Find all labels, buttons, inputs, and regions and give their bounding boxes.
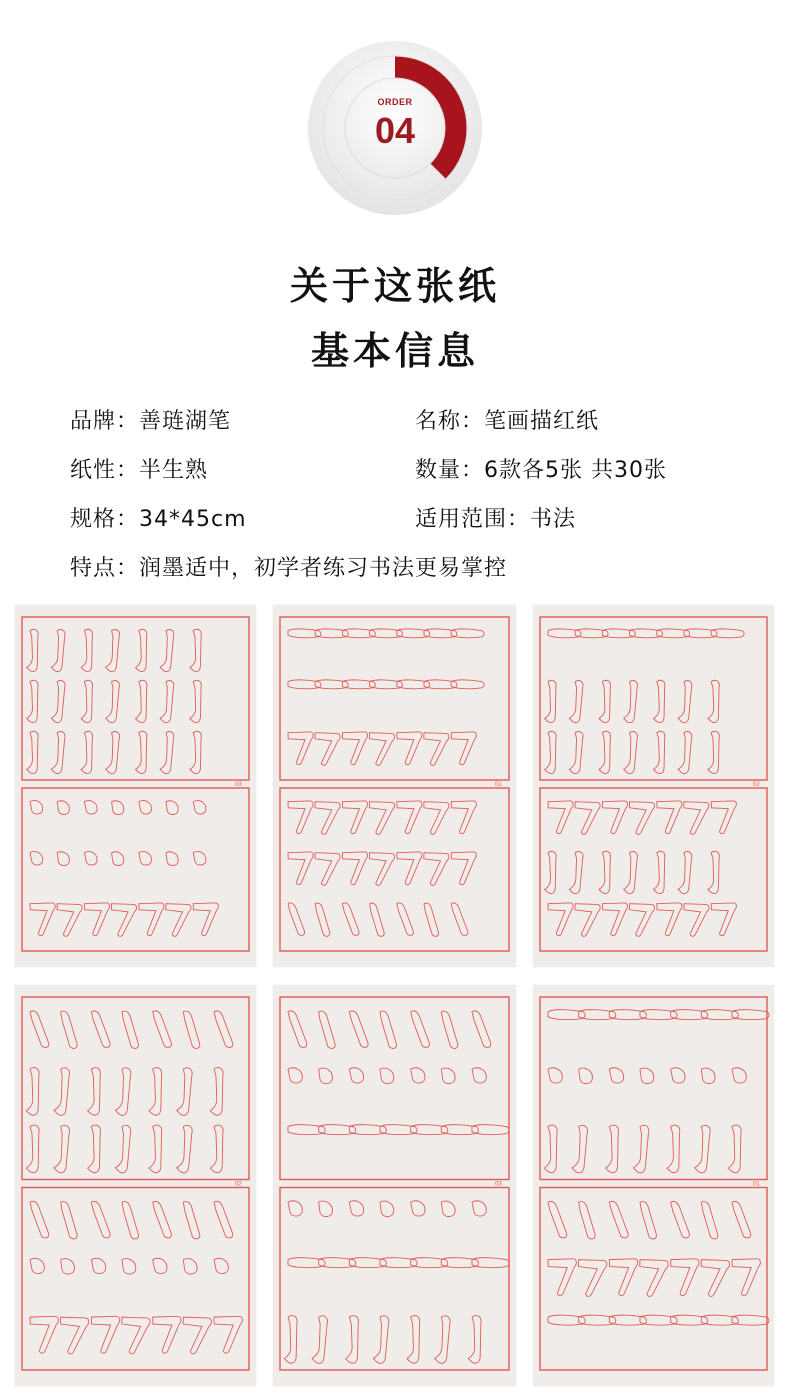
stroke-outline	[598, 731, 612, 774]
stroke-outline	[111, 852, 124, 866]
sheet-page-number: 02	[235, 1181, 242, 1188]
stroke-outline	[451, 680, 484, 689]
stroke-outline	[54, 1068, 70, 1116]
stroke-outline	[51, 680, 65, 723]
stroke-outline	[732, 1259, 762, 1296]
practice-sheet-image	[15, 605, 256, 967]
stroke-outline	[624, 731, 638, 774]
stroke-outline	[193, 851, 206, 865]
practice-sheet-image	[533, 605, 774, 967]
stroke-outline	[732, 1201, 751, 1239]
stroke-outline	[711, 629, 744, 638]
stroke-outline	[604, 1125, 620, 1173]
stroke-outline	[574, 904, 600, 937]
stroke-outline	[288, 801, 314, 834]
stroke-outline	[111, 801, 124, 815]
stroke-outline	[624, 851, 638, 894]
stroke-outline	[182, 1317, 212, 1354]
stroke-outline	[115, 1068, 131, 1116]
stroke-outline	[30, 903, 56, 936]
stroke-outline	[342, 801, 368, 834]
sheet-drawing	[15, 605, 256, 967]
stroke-outline	[106, 629, 120, 672]
stroke-outline	[435, 1316, 451, 1364]
stroke-outline	[373, 1316, 389, 1364]
sheet-drawing	[533, 605, 774, 967]
stroke-outline	[214, 1316, 244, 1353]
stroke-outline	[288, 903, 305, 936]
stroke-outline	[548, 1259, 578, 1296]
stroke-outline	[380, 1068, 395, 1084]
stroke-outline	[683, 802, 709, 835]
info-size: 规格：34*45cm	[70, 507, 247, 532]
sheet-page-number: 03	[235, 782, 242, 788]
stroke-outline	[214, 1201, 233, 1239]
stroke-outline	[177, 1125, 193, 1173]
practice-sheet-image	[15, 985, 256, 1386]
stroke-outline	[288, 1010, 307, 1048]
stroke-outline	[209, 1067, 225, 1115]
stroke-outline	[110, 904, 136, 937]
sheet-drawing	[15, 985, 256, 1386]
stroke-outline	[25, 1067, 41, 1115]
stroke-outline	[342, 732, 368, 765]
stroke-outline	[182, 1011, 201, 1049]
stroke-outline	[732, 1315, 769, 1325]
stroke-outline	[121, 1317, 151, 1354]
stroke-outline	[707, 680, 721, 723]
stroke-outline	[165, 904, 191, 937]
practice-sheet-image	[273, 985, 516, 1386]
stroke-outline	[312, 1316, 328, 1364]
stroke-outline	[349, 1010, 368, 1048]
stroke-outline	[134, 680, 148, 723]
stroke-outline	[665, 1125, 681, 1173]
stroke-outline	[177, 1068, 193, 1116]
stroke-outline	[214, 1010, 233, 1048]
stroke-outline	[602, 801, 628, 834]
info-quantity: 数量：6款各5张 共30张	[415, 458, 667, 483]
stroke-outline	[652, 680, 666, 723]
badge-label: ORDER	[377, 97, 413, 107]
stroke-outline	[451, 732, 477, 765]
stroke-outline	[657, 801, 683, 834]
stroke-outline	[671, 1259, 701, 1296]
stroke-outline	[189, 731, 203, 774]
stroke-outline	[288, 732, 314, 765]
stroke-outline	[368, 733, 394, 766]
stroke-outline	[543, 680, 557, 723]
order-badge	[307, 40, 483, 216]
stroke-outline	[59, 1317, 89, 1354]
stroke-outline	[548, 1201, 567, 1239]
stroke-outline	[732, 1010, 769, 1020]
stroke-outline	[25, 680, 39, 723]
stroke-outline	[342, 852, 368, 885]
stroke-outline	[543, 1125, 559, 1173]
stroke-outline	[91, 1010, 110, 1048]
sheet-panel-border	[280, 788, 509, 951]
stroke-outline	[411, 1068, 426, 1084]
stroke-outline	[451, 801, 477, 834]
stroke-outline	[115, 1125, 131, 1173]
stroke-outline	[182, 1201, 201, 1239]
sheet-panel-border	[22, 788, 249, 951]
stroke-outline	[380, 1201, 395, 1217]
stroke-outline	[711, 903, 737, 936]
stroke-outline	[209, 1125, 225, 1173]
sheet-page-number: 01	[495, 782, 502, 788]
stroke-outline	[602, 903, 628, 936]
stroke-outline	[60, 1259, 75, 1275]
stroke-outline	[423, 853, 449, 886]
stroke-outline	[86, 1067, 102, 1115]
stroke-outline	[548, 1068, 563, 1084]
stroke-outline	[121, 1011, 140, 1049]
stroke-outline	[25, 731, 39, 774]
stroke-outline	[577, 1201, 596, 1239]
stroke-outline	[314, 903, 331, 936]
stroke-outline	[574, 802, 600, 835]
stroke-outline	[30, 1201, 49, 1239]
stroke-outline	[397, 732, 423, 765]
stroke-outline	[727, 1125, 743, 1173]
stroke-outline	[25, 1125, 41, 1173]
stroke-outline	[368, 853, 394, 886]
heading-about-paper: 关于这张纸	[289, 263, 500, 308]
stroke-outline	[80, 629, 94, 672]
sheet-panel-border	[280, 617, 509, 780]
stroke-outline	[193, 903, 219, 936]
sheet-page-number: 01	[753, 1181, 760, 1188]
stroke-outline	[707, 731, 721, 774]
stroke-outline	[569, 731, 583, 774]
stroke-outline	[548, 801, 574, 834]
stroke-outline	[59, 1201, 78, 1239]
stroke-outline	[134, 629, 148, 672]
sheet-panel-border	[540, 1188, 767, 1371]
info-brand: 品牌：善琏湖笔	[70, 409, 232, 434]
stroke-outline	[397, 801, 423, 834]
stroke-outline	[700, 1201, 719, 1239]
stroke-outline	[80, 731, 94, 774]
stroke-outline	[121, 1201, 140, 1239]
sheet-drawing	[273, 605, 516, 967]
stroke-outline	[51, 629, 65, 672]
stroke-outline	[193, 800, 206, 814]
stroke-outline	[80, 680, 94, 723]
stroke-outline	[609, 1259, 639, 1296]
practice-sheet-image	[533, 985, 774, 1386]
stroke-outline	[695, 1125, 711, 1173]
stroke-outline	[153, 1201, 172, 1239]
stroke-outline	[30, 851, 43, 865]
stroke-outline	[342, 903, 359, 936]
stroke-outline	[91, 1258, 106, 1274]
stroke-outline	[25, 629, 39, 672]
sheet-panel-border	[22, 997, 249, 1180]
stroke-outline	[572, 1125, 588, 1173]
stroke-outline	[577, 1260, 607, 1297]
stroke-outline	[569, 680, 583, 723]
stroke-outline	[467, 1315, 483, 1363]
sheet-panel-border	[540, 997, 767, 1180]
sheet-panel-border	[22, 1188, 249, 1371]
stroke-outline	[711, 801, 737, 834]
stroke-outline	[288, 1201, 303, 1217]
stroke-outline	[84, 903, 110, 936]
info-name: 名称：笔画描红纸	[415, 409, 600, 434]
stroke-outline	[153, 1316, 183, 1353]
stroke-outline	[472, 1125, 509, 1135]
stroke-outline	[314, 853, 340, 886]
stroke-outline	[707, 851, 721, 894]
stroke-outline	[441, 1068, 456, 1084]
stroke-outline	[314, 802, 340, 835]
stroke-outline	[423, 802, 449, 835]
stroke-outline	[451, 852, 477, 885]
stroke-outline	[657, 903, 683, 936]
stroke-outline	[397, 852, 423, 885]
stroke-outline	[153, 1258, 168, 1274]
stroke-outline	[288, 1068, 303, 1084]
stroke-outline	[472, 1068, 487, 1084]
sheet-drawing	[533, 985, 774, 1386]
stroke-outline	[30, 1010, 49, 1048]
stroke-outline	[183, 1259, 198, 1275]
stroke-outline	[700, 1260, 730, 1297]
badge-number: 04	[374, 110, 416, 151]
stroke-outline	[405, 1315, 421, 1363]
stroke-outline	[628, 904, 654, 937]
stroke-outline	[683, 904, 709, 937]
stroke-outline	[633, 1125, 649, 1173]
stroke-outline	[640, 1068, 655, 1084]
stroke-outline	[314, 733, 340, 766]
stroke-outline	[147, 1125, 163, 1173]
stroke-outline	[732, 1068, 747, 1084]
info-scope: 适用范围：书法	[415, 507, 577, 532]
stroke-outline	[628, 802, 654, 835]
stroke-outline	[318, 1201, 333, 1217]
stroke-outline	[139, 800, 152, 814]
stroke-outline	[578, 1068, 593, 1084]
stroke-outline	[54, 1125, 70, 1173]
stroke-outline	[139, 851, 152, 865]
sheet-panel-border	[540, 617, 767, 780]
stroke-outline	[639, 1260, 669, 1297]
stroke-outline	[472, 1258, 509, 1268]
stroke-outline	[160, 629, 174, 672]
stroke-outline	[106, 680, 120, 723]
stroke-outline	[678, 680, 692, 723]
info-feature: 特点：润墨适中，初学者练习书法更易掌控	[70, 556, 508, 581]
stroke-outline	[147, 1067, 163, 1115]
stroke-outline	[569, 851, 583, 894]
stroke-outline	[349, 1068, 364, 1084]
stroke-outline	[451, 903, 468, 936]
stroke-outline	[166, 801, 179, 815]
stroke-outline	[134, 731, 148, 774]
stroke-outline	[153, 1010, 172, 1048]
stroke-outline	[106, 731, 120, 774]
stroke-outline	[701, 1068, 716, 1084]
stroke-outline	[472, 1201, 487, 1217]
stroke-outline	[598, 680, 612, 723]
stroke-outline	[472, 1010, 491, 1048]
stroke-outline	[451, 629, 484, 638]
stroke-outline	[671, 1068, 686, 1084]
sheet-panel-border	[280, 997, 509, 1180]
stroke-outline	[652, 851, 666, 894]
stroke-outline	[543, 851, 557, 894]
stroke-outline	[423, 903, 440, 936]
stroke-outline	[91, 1316, 121, 1353]
stroke-outline	[349, 1201, 364, 1217]
stroke-outline	[411, 1010, 430, 1048]
stroke-outline	[30, 800, 43, 814]
stroke-outline	[624, 680, 638, 723]
stroke-outline	[57, 801, 70, 815]
stroke-outline	[122, 1259, 137, 1275]
stroke-outline	[57, 852, 70, 866]
stroke-outline	[543, 731, 557, 774]
stroke-outline	[86, 1125, 102, 1173]
stroke-outline	[411, 1201, 426, 1217]
stroke-outline	[678, 731, 692, 774]
stroke-outline	[397, 903, 414, 936]
stroke-outline	[368, 802, 394, 835]
stroke-outline	[30, 1316, 60, 1353]
stroke-outline	[317, 1011, 336, 1049]
stroke-outline	[214, 1258, 229, 1274]
stroke-outline	[639, 1201, 658, 1239]
heading-basic-info: 基本信息	[310, 328, 479, 373]
stroke-outline	[441, 1201, 456, 1217]
sheet-panel-border	[22, 617, 249, 780]
stroke-outline	[84, 851, 97, 865]
stroke-outline	[548, 903, 574, 936]
stroke-outline	[678, 851, 692, 894]
stroke-outline	[160, 680, 174, 723]
info-paper-type: 纸性：半生熟	[70, 458, 209, 483]
stroke-outline	[671, 1201, 690, 1239]
stroke-outline	[609, 1201, 628, 1239]
stroke-outline	[84, 800, 97, 814]
stroke-outline	[56, 904, 82, 937]
stroke-outline	[91, 1201, 110, 1239]
stroke-outline	[598, 851, 612, 894]
sheet-page-number: 03	[495, 1181, 502, 1188]
practice-sheet-image	[273, 605, 516, 967]
stroke-outline	[288, 852, 314, 885]
stroke-outline	[189, 680, 203, 723]
stroke-outline	[59, 1011, 78, 1049]
stroke-outline	[344, 1315, 360, 1363]
stroke-outline	[166, 852, 179, 866]
stroke-outline	[189, 629, 203, 672]
sheet-page-number: 02	[753, 782, 760, 788]
sheet-drawing	[273, 985, 516, 1386]
stroke-outline	[423, 733, 449, 766]
stroke-outline	[30, 1258, 45, 1274]
stroke-outline	[139, 903, 165, 936]
stroke-outline	[160, 731, 174, 774]
stroke-outline	[379, 1011, 398, 1049]
stroke-outline	[652, 731, 666, 774]
stroke-outline	[318, 1068, 333, 1084]
stroke-outline	[368, 903, 385, 936]
stroke-outline	[51, 731, 65, 774]
stroke-outline	[283, 1315, 299, 1363]
stroke-outline	[609, 1068, 624, 1084]
stroke-outline	[440, 1011, 459, 1049]
